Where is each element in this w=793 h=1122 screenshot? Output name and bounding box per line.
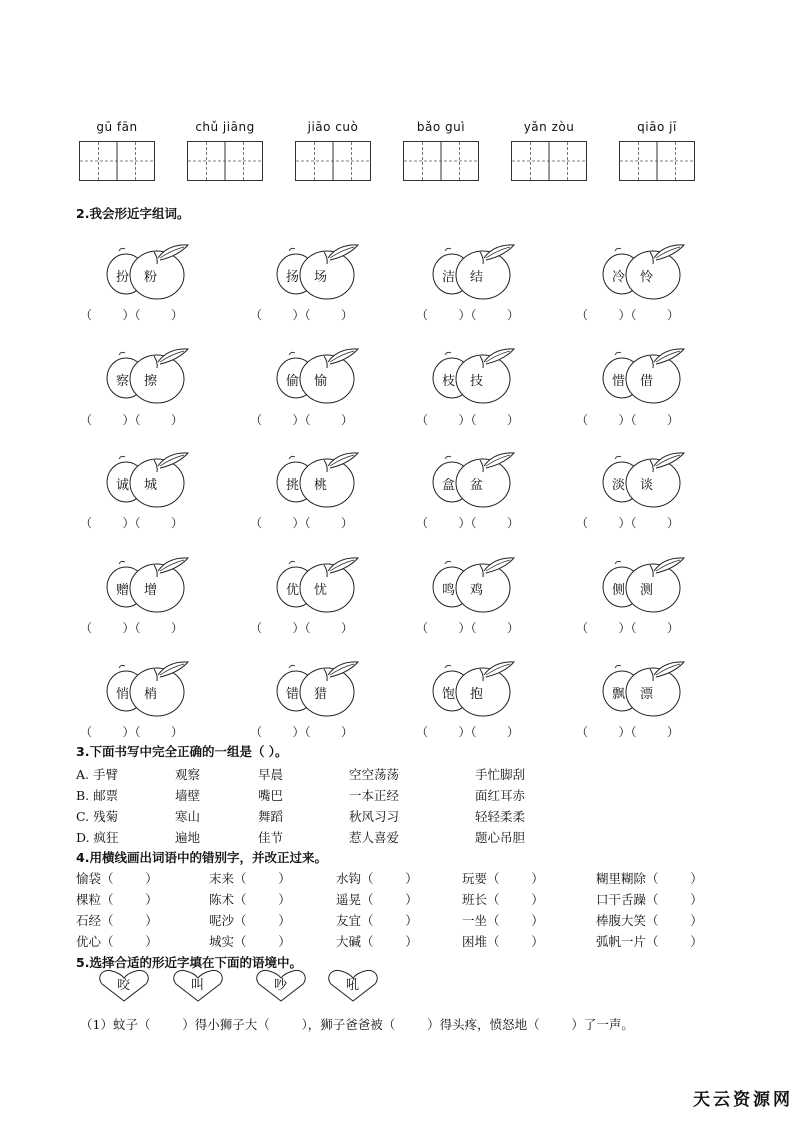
typo-item[interactable]	[76, 889, 158, 908]
option-word: C. 残菊	[76, 809, 119, 824]
answer-parentheses[interactable]: （ ）（ ）	[80, 725, 184, 739]
answer-parentheses[interactable]: （ ）（ ）	[576, 516, 680, 530]
heart-choice[interactable]	[172, 969, 224, 1003]
answer-parentheses[interactable]: （ ）（ ）	[576, 725, 680, 739]
pinyin-label: qiāo jī	[637, 120, 677, 134]
option-cell	[175, 806, 200, 825]
option-word: B. 邮票	[76, 788, 119, 803]
pinyin-label: bǎo guì	[416, 120, 466, 134]
typo-word-with-blank[interactable]: 城实（ ）	[209, 934, 291, 949]
typo-word-with-blank[interactable]: 陈术（ ）	[209, 892, 291, 907]
option-word: A. 手臂	[76, 767, 118, 782]
apple-pair	[106, 242, 192, 302]
typo-word-with-blank[interactable]: 弧帆一片（ ）	[596, 934, 703, 949]
heart-char: 吵	[274, 978, 288, 993]
option-cell	[258, 827, 283, 846]
apple-pair	[432, 242, 518, 302]
heart-choice[interactable]	[327, 969, 379, 1003]
char-left: 飘	[612, 687, 626, 702]
option-label[interactable]	[76, 827, 119, 846]
char-left: 惜	[612, 374, 626, 389]
apple-pair	[106, 659, 192, 719]
answer-parentheses[interactable]: （ ）（ ）	[416, 413, 520, 427]
char-right: 鸡	[470, 583, 484, 598]
char-left: 饱	[442, 687, 456, 702]
option-word: 墙壁	[175, 788, 201, 803]
char-left: 察	[116, 374, 130, 389]
answer-parentheses[interactable]: （ ）（ ）	[80, 413, 184, 427]
typo-item[interactable]	[336, 931, 418, 950]
heart-char: 吼	[346, 978, 360, 993]
typo-word-with-blank[interactable]: 棒腹大笑（ ）	[596, 913, 703, 928]
option-word: 嘴巴	[258, 788, 284, 803]
option-cell	[175, 827, 200, 846]
writing-grid-box[interactable]	[619, 141, 695, 181]
typo-word-with-blank[interactable]: 愉袋（ ）	[76, 871, 158, 886]
option-word: 手忙脚刮	[475, 767, 526, 782]
apple-pair	[106, 346, 192, 406]
typo-item[interactable]	[596, 931, 703, 950]
heart-char: 叫	[191, 978, 205, 993]
answer-parentheses[interactable]: （ ）（ ）	[250, 516, 354, 530]
char-right: 梢	[144, 687, 158, 702]
apple-pair	[276, 450, 362, 510]
typo-item[interactable]	[596, 889, 703, 908]
writing-grid-box[interactable]	[79, 141, 155, 181]
char-left: 优	[286, 583, 300, 598]
answer-parentheses[interactable]: （ ）（ ）	[416, 621, 520, 635]
apple-pair	[276, 555, 362, 615]
answer-parentheses[interactable]: （ ）（ ）	[416, 725, 520, 739]
char-right: 怜	[640, 270, 654, 285]
typo-word-with-blank[interactable]: 糊里糊除（ ）	[596, 871, 703, 886]
typo-word-with-blank[interactable]: 口干舌躁（ ）	[596, 892, 703, 907]
option-cell	[475, 806, 525, 825]
answer-parentheses[interactable]: （ ）（ ）	[80, 516, 184, 530]
pinyin-label: chǔ jiāng	[195, 120, 255, 134]
typo-word-with-blank[interactable]: 遥晃（ ）	[336, 892, 418, 907]
char-left: 悄	[116, 687, 130, 702]
option-cell	[475, 785, 525, 804]
char-left: 挑	[286, 478, 300, 493]
char-right: 结	[470, 270, 484, 285]
char-left: 洁	[442, 270, 456, 285]
pinyin-label: jiāo cuò	[307, 120, 359, 134]
char-right: 桃	[314, 478, 328, 493]
heart-char: 咬	[117, 978, 131, 993]
answer-parentheses[interactable]: （ ）（ ）	[80, 621, 184, 635]
pinyin-label: yǎn zòu	[523, 120, 575, 134]
char-right: 技	[470, 374, 484, 389]
typo-item[interactable]	[596, 868, 703, 887]
option-word: 秋风习习	[349, 809, 400, 824]
apple-pair	[432, 346, 518, 406]
typo-word-with-blank[interactable]: 棵粒（ ）	[76, 892, 158, 907]
char-right: 粉	[144, 270, 158, 285]
char-right: 漂	[640, 687, 654, 702]
char-right: 抱	[470, 687, 484, 702]
option-label[interactable]	[76, 806, 118, 825]
char-left: 偷	[286, 374, 300, 389]
option-word: 遍地	[175, 830, 201, 845]
option-word: 惹人喜爱	[349, 830, 400, 845]
char-left: 扮	[116, 270, 130, 285]
option-cell	[349, 785, 399, 804]
option-word: 佳节	[258, 830, 284, 845]
apple-pair	[602, 346, 688, 406]
typo-word-with-blank[interactable]: 班长（ ）	[462, 892, 544, 907]
typo-item[interactable]	[209, 910, 291, 929]
option-word: 轻轻柔柔	[475, 809, 526, 824]
heart-choice[interactable]	[98, 969, 150, 1003]
option-label[interactable]	[76, 785, 118, 804]
option-cell	[175, 764, 200, 783]
typo-word-with-blank[interactable]: 玩要（ ）	[462, 871, 544, 886]
writing-grid-box[interactable]	[187, 141, 263, 181]
char-right: 擦	[144, 374, 158, 389]
typo-item[interactable]	[462, 868, 544, 887]
typo-item[interactable]	[336, 868, 418, 887]
apple-pair	[432, 659, 518, 719]
char-left: 侧	[612, 583, 626, 598]
typo-item[interactable]	[76, 868, 158, 887]
section2-title: 2.我会形近字组词。	[76, 206, 190, 221]
answer-parentheses[interactable]: （ ）（ ）	[416, 308, 520, 322]
typo-word-with-blank[interactable]: 一坐（ ）	[462, 913, 544, 928]
char-right: 谈	[640, 478, 654, 493]
char-right: 城	[144, 478, 158, 493]
answer-parentheses[interactable]: （ ）（ ）	[250, 621, 354, 635]
option-word: 空空荡荡	[349, 767, 400, 782]
section4-title: 4.用横线画出词语中的错别字，并改正过来。	[76, 850, 327, 865]
option-label[interactable]	[76, 764, 118, 783]
char-right: 盆	[470, 478, 484, 493]
answer-parentheses[interactable]: （ ）（ ）	[80, 308, 184, 322]
apple-pair	[106, 450, 192, 510]
answer-parentheses[interactable]: （ ）（ ）	[250, 725, 354, 739]
heart-choice[interactable]	[255, 969, 307, 1003]
char-right: 场	[314, 270, 328, 285]
char-left: 赠	[116, 583, 130, 598]
char-right: 忧	[314, 583, 328, 598]
apple-pair	[602, 450, 688, 510]
apple-pair	[106, 555, 192, 615]
typo-item[interactable]	[209, 931, 291, 950]
answer-parentheses[interactable]: （ ）（ ）	[576, 413, 680, 427]
char-left: 淡	[612, 478, 626, 493]
option-cell	[349, 764, 399, 783]
typo-word-with-blank[interactable]: 水钩（ ）	[336, 871, 418, 886]
typo-item[interactable]	[462, 889, 544, 908]
writing-grid-box[interactable]	[403, 141, 479, 181]
typo-word-with-blank[interactable]: 石经（ ）	[76, 913, 158, 928]
answer-parentheses[interactable]: （ ）（ ）	[576, 308, 680, 322]
char-right: 猎	[314, 687, 328, 702]
char-right: 增	[144, 583, 158, 598]
typo-item[interactable]	[462, 931, 544, 950]
char-right: 测	[640, 583, 654, 598]
option-cell	[475, 827, 525, 846]
typo-item[interactable]	[76, 931, 158, 950]
pinyin-label: gū fān	[96, 120, 138, 134]
option-word: 观察	[175, 767, 201, 782]
typo-item[interactable]	[209, 889, 291, 908]
char-left: 盒	[442, 478, 456, 493]
apple-pair	[276, 659, 362, 719]
option-cell	[175, 785, 200, 804]
option-cell	[475, 764, 525, 783]
char-right: 愉	[314, 374, 328, 389]
apple-pair	[602, 659, 688, 719]
section3-title: 3.下面书写中完全正确的一组是（ ）。	[76, 744, 288, 759]
option-cell	[349, 806, 399, 825]
sentence-1: （1）蚊子（ ）得小狮子大（ ），狮子爸爸被（ ）得头疼，愤怒地（ ）了一声。	[80, 1017, 634, 1032]
apple-pair	[432, 450, 518, 510]
typo-word-with-blank[interactable]: 大碱（ ）	[336, 934, 418, 949]
typo-word-with-blank[interactable]: 呢沙（ ）	[209, 913, 291, 928]
option-word: 寒山	[175, 809, 201, 824]
answer-parentheses[interactable]: （ ）（ ）	[576, 621, 680, 635]
writing-grid-box[interactable]	[295, 141, 371, 181]
char-left: 错	[286, 687, 300, 702]
option-cell	[258, 764, 283, 783]
typo-word-with-blank[interactable]: 优心（ ）	[76, 934, 158, 949]
option-word: D. 疯狂	[76, 830, 119, 845]
section5-title: 5.选择合适的形近字填在下面的语境中。	[76, 955, 302, 970]
option-cell	[258, 785, 283, 804]
char-left: 枝	[442, 374, 456, 389]
option-word: 题心吊胆	[475, 830, 526, 845]
typo-word-with-blank[interactable]: 末来（ ）	[209, 871, 291, 886]
typo-item[interactable]	[462, 910, 544, 929]
char-left: 冷	[612, 270, 626, 285]
typo-item[interactable]	[336, 889, 418, 908]
char-left: 诚	[116, 478, 130, 493]
answer-parentheses[interactable]: （ ）（ ）	[250, 413, 354, 427]
answer-parentheses[interactable]: （ ）（ ）	[250, 308, 354, 322]
watermark-logo: 天云资源网	[693, 1090, 793, 1110]
option-word: 早晨	[258, 767, 284, 782]
writing-grid-box[interactable]	[511, 141, 587, 181]
char-right: 借	[640, 374, 654, 389]
typo-item[interactable]	[336, 910, 418, 929]
apple-pair	[276, 242, 362, 302]
typo-item[interactable]	[209, 868, 291, 887]
apple-pair	[432, 555, 518, 615]
option-word: 一本正经	[349, 788, 400, 803]
apple-pair	[602, 555, 688, 615]
option-cell	[258, 806, 283, 825]
option-cell	[349, 827, 399, 846]
typo-item[interactable]	[76, 910, 158, 929]
answer-parentheses[interactable]: （ ）（ ）	[416, 516, 520, 530]
option-word: 面红耳赤	[475, 788, 526, 803]
option-word: 舞蹈	[258, 809, 284, 824]
char-left: 鸣	[442, 583, 456, 598]
typo-item[interactable]	[596, 910, 703, 929]
typo-word-with-blank[interactable]: 困堆（ ）	[462, 934, 544, 949]
apple-pair	[276, 346, 362, 406]
apple-pair	[602, 242, 688, 302]
typo-word-with-blank[interactable]: 友宜（ ）	[336, 913, 418, 928]
char-left: 扬	[286, 270, 300, 285]
